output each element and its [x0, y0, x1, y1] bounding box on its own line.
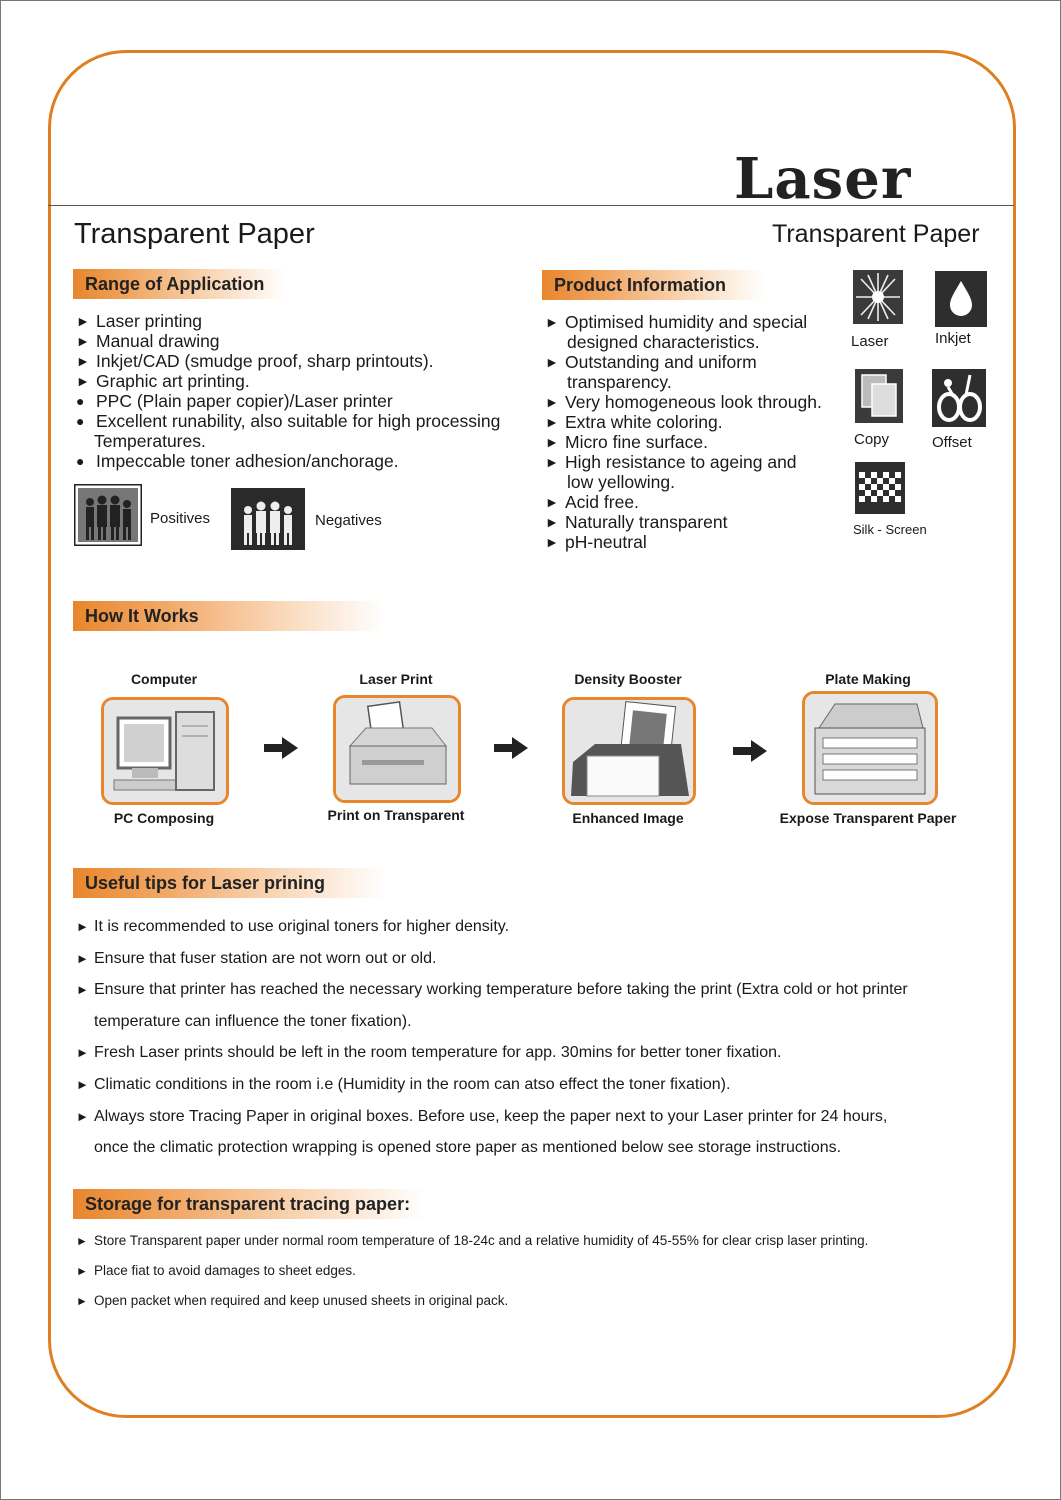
list-item: ► Inkjet/CAD (smudge proof, sharp printouts).: [76, 351, 434, 371]
tips-list: [76, 911, 976, 1164]
step-caption-plate-making: Expose Transparent Paper: [779, 810, 957, 826]
list-item: ► Climatic conditions in the room i.e (Humidity in the room can atso effect the toner fixation).: [76, 1075, 731, 1093]
step-caption-laser-print: Print on Transparent: [327, 807, 465, 823]
list-item: Temperatures.: [94, 431, 206, 451]
list-item: designed characteristics.: [567, 332, 760, 352]
list-item: ► It is recommended to use original toners for higher density.: [76, 918, 510, 935]
arrow-right-icon: [733, 740, 767, 767]
step-title-computer: Computer: [130, 671, 198, 687]
range-list: [74, 311, 534, 471]
step-title-density-booster: Density Booster: [574, 671, 682, 687]
storage-list: [76, 1226, 976, 1316]
list-item: ► Optimised humidity and special: [545, 312, 808, 332]
list-item: ► Naturally transparent: [545, 512, 728, 532]
list-item: ► Acid free.: [545, 492, 639, 512]
range-heading: Range of Application: [73, 269, 285, 299]
list-item: ► Fresh Laser prints should be left in the room temperature for app. 30mins for better toner fixation.: [76, 1044, 782, 1062]
laser-label: Laser: [851, 333, 889, 350]
list-item: ► Outstanding and uniform: [545, 352, 757, 372]
negatives-icon: [231, 488, 305, 550]
list-item: ► Ensure that fuser station are not worn out or old.: [76, 949, 437, 967]
positives-label: Positives: [150, 510, 211, 527]
density-booster-image: [562, 697, 696, 805]
list-item: ► Ensure that printer has reached the necessary working temperature before taking the print (Extra cold or hot printer: [76, 981, 908, 999]
product-list: [543, 312, 843, 552]
list-item: low yellowing.: [567, 472, 675, 492]
offset-label: Offset: [932, 434, 972, 451]
list-item: ► High resistance to ageing and: [545, 452, 797, 472]
list-item: ► pH-neutral: [545, 532, 647, 552]
silk-screen-label: Silk - Screen: [853, 522, 927, 537]
laser-printer-image: [333, 695, 461, 803]
list-item: ► Graphic art printing.: [76, 371, 250, 391]
arrow-right-icon: [264, 737, 298, 764]
copy-label: Copy: [854, 431, 890, 448]
product-subtitle: Transparent Paper: [772, 220, 980, 248]
list-item: ► Extra white coloring.: [545, 412, 723, 432]
list-item: transparency.: [567, 372, 672, 392]
silk-screen-icon: [855, 462, 905, 514]
copy-pages-icon: [855, 369, 903, 423]
tips-heading: Useful tips for Laser prining: [73, 868, 385, 898]
list-item: ► Always store Tracing Paper in original boxes. Before use, keep the paper next to your Laser printer for 24 hours,: [76, 1107, 888, 1125]
plate-making-image: [802, 691, 938, 805]
how-heading: How It Works: [73, 601, 385, 631]
list-item: ► Micro fine surface.: [545, 432, 708, 452]
list-item: ► Manual drawing: [76, 331, 220, 351]
list-item: ● Impeccable toner adhesion/anchorage.: [76, 451, 399, 471]
product-title: Transparent Paper: [74, 218, 315, 250]
list-item: temperature can influence the toner fixation).: [94, 1012, 412, 1030]
step-caption-density-booster: Enhanced Image: [572, 810, 684, 826]
list-item: ● Excellent runability, also suitable for high processing: [76, 411, 501, 431]
inkjet-label: Inkjet: [935, 330, 971, 347]
positives-icon: [74, 484, 142, 546]
computer-image: [101, 697, 229, 805]
offset-rollers-icon: [932, 369, 986, 427]
list-item: ► Store Transparent paper under normal room temperature of 18-24c and a relative humidity of 45-55% for clear crisp laser printing.: [76, 1233, 869, 1248]
product-heading: Product Information: [542, 270, 764, 300]
negatives-label: Negatives: [315, 512, 382, 529]
laser-burst-icon: [853, 270, 903, 324]
arrow-right-icon: [494, 737, 528, 764]
step-caption-computer: PC Composing: [113, 810, 215, 826]
list-item: ► Open packet when required and keep unused sheets in original pack.: [76, 1293, 509, 1308]
step-title-plate-making: Plate Making: [825, 671, 911, 687]
list-item: ► Laser printing: [76, 311, 203, 331]
list-item: ● PPC (Plain paper copier)/Laser printer: [76, 391, 393, 411]
storage-heading: Storage for transparent tracing paper:: [73, 1189, 425, 1219]
page-title: Laser: [734, 146, 912, 212]
list-item: once the climatic protection wrapping is opened store paper as mentioned below see storage instructions.: [94, 1139, 842, 1157]
step-title-laser-print: Laser Print: [359, 671, 433, 687]
list-item: ► Very homogeneous look through.: [545, 392, 822, 412]
list-item: ► Place fiat to avoid damages to sheet edges.: [76, 1263, 356, 1278]
inkjet-drop-icon: [935, 271, 987, 327]
